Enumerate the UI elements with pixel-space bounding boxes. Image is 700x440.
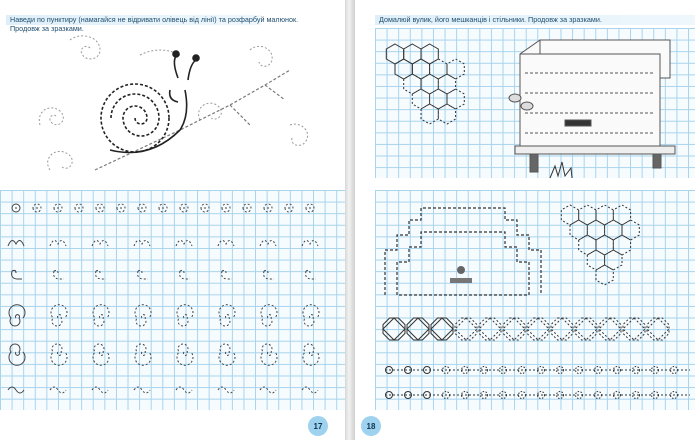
trace-pattern <box>75 204 83 212</box>
trace-pattern <box>285 204 293 212</box>
octagon-pattern <box>503 318 525 340</box>
honeycomb-and-hive <box>355 28 700 188</box>
trace-pattern <box>261 305 277 326</box>
honeycomb-cell <box>622 220 639 240</box>
octagon-pattern <box>479 318 501 340</box>
trace-pattern <box>176 240 192 246</box>
trace-pattern <box>177 305 193 326</box>
page-number-badge: 18 <box>361 416 381 436</box>
left-instruction: Наведи по пунктиру (намагайся не відривати олівець від лінії) та розфарбуй малюнок. Продовж за зразками. <box>10 15 299 33</box>
trace-pattern <box>264 204 272 212</box>
trace-pattern <box>134 387 150 393</box>
trace-pattern <box>303 344 319 365</box>
hive-entrance <box>450 278 472 283</box>
trace-pattern <box>54 270 64 279</box>
trace-pattern <box>180 204 188 212</box>
honeycomb-cell <box>447 89 464 109</box>
trace-pattern <box>306 204 314 212</box>
trace-pattern <box>201 204 209 212</box>
trace-pattern <box>92 387 108 393</box>
swirl-left <box>39 108 63 125</box>
trace-pattern <box>218 387 234 393</box>
book-spine <box>345 0 355 440</box>
trace-pattern <box>50 240 66 246</box>
trace-pattern <box>180 270 190 279</box>
snail-illustration <box>0 30 345 195</box>
trace-pattern <box>243 204 251 212</box>
trace-pattern <box>50 387 66 393</box>
trace-pattern <box>117 204 125 212</box>
trace-pattern <box>9 305 25 326</box>
trace-pattern <box>12 204 20 212</box>
left-page <box>0 0 345 440</box>
trace-pattern <box>9 344 25 365</box>
trace-pattern <box>92 240 108 246</box>
trace-pattern <box>264 270 274 279</box>
page-number-badge: 17 <box>308 416 328 436</box>
swirl-left-top <box>70 36 100 59</box>
trace-pattern <box>135 305 151 326</box>
trace-pattern <box>222 270 232 279</box>
trace-pattern <box>222 204 230 212</box>
pattern-rows <box>0 190 345 410</box>
trace-pattern <box>138 270 148 279</box>
octagon-pattern <box>455 318 477 340</box>
trace-pattern <box>96 270 106 279</box>
octagon-pattern <box>407 318 429 340</box>
trace-pattern <box>8 387 24 393</box>
trace-pattern <box>176 387 192 393</box>
trace-pattern <box>306 270 316 279</box>
octagon-pattern <box>599 318 621 340</box>
octagon-pattern <box>551 318 573 340</box>
swirl-left-bottom <box>48 151 73 170</box>
trace-pattern <box>12 270 22 279</box>
trace-pattern <box>96 204 104 212</box>
trace-pattern <box>138 204 146 212</box>
hive-outline-and-patterns <box>355 190 700 410</box>
trace-pattern <box>8 240 24 246</box>
trace-pattern <box>260 240 276 246</box>
trace-pattern <box>261 344 277 365</box>
trace-pattern <box>93 305 109 326</box>
trace-pattern <box>260 387 276 393</box>
beehive-illustration <box>509 40 675 178</box>
trace-pattern <box>51 305 67 326</box>
trace-pattern <box>135 344 151 365</box>
trace-pattern <box>93 344 109 365</box>
swirl-right <box>290 124 308 145</box>
trace-pattern <box>302 240 318 246</box>
trace-pattern <box>219 305 235 326</box>
trace-pattern <box>134 240 150 246</box>
trace-pattern <box>302 387 318 393</box>
octagon-pattern <box>647 318 669 340</box>
swirl-right-top <box>250 46 272 66</box>
branch <box>95 70 290 170</box>
trace-pattern <box>159 204 167 212</box>
right-page <box>355 0 700 440</box>
trace-pattern <box>218 240 234 246</box>
octagon-pattern <box>383 318 405 340</box>
honeycomb-cell <box>447 59 464 79</box>
trace-pattern <box>51 344 67 365</box>
trace-pattern <box>219 344 235 365</box>
trace-pattern <box>303 305 319 326</box>
octagon-pattern <box>527 318 549 340</box>
snail <box>101 51 199 153</box>
trace-pattern <box>177 344 193 365</box>
trace-pattern <box>54 204 62 212</box>
right-instruction: Домалюй вулик, його мешканців і стільники. Продовж за зразками. <box>379 15 602 24</box>
octagon-pattern <box>431 318 453 340</box>
octagon-pattern <box>623 318 645 340</box>
trace-pattern <box>33 204 41 212</box>
octagon-pattern <box>575 318 597 340</box>
